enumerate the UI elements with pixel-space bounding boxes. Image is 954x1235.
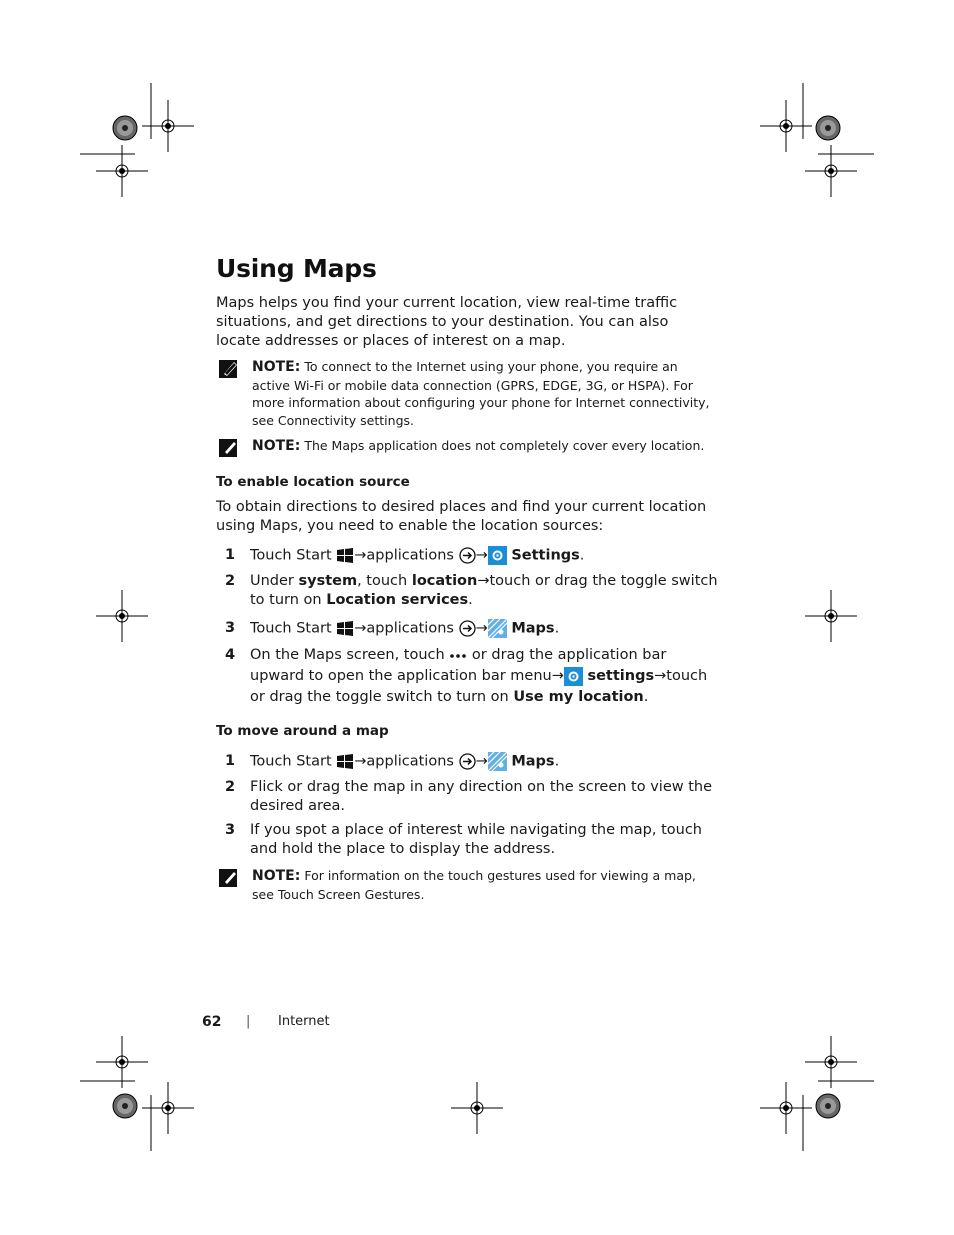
step-text	[250, 645, 718, 708]
note-text	[252, 867, 714, 903]
step-text-part: →	[475, 753, 488, 770]
applications-arrow-icon	[459, 620, 476, 637]
step-text-part: →touch or drag the toggle switch to turn on	[250, 573, 718, 608]
applications-arrow-icon	[459, 753, 476, 770]
step-bold: system	[298, 573, 358, 589]
step-bold: Location services	[326, 592, 469, 608]
windows-start-icon	[336, 620, 354, 638]
pencil-note-icon	[219, 867, 239, 887]
step-text-part: Touch Start	[250, 753, 337, 770]
applications-arrow-icon	[459, 547, 476, 564]
note-label: NOTE:	[252, 868, 301, 884]
footer-section: Internet	[278, 1014, 330, 1029]
maps-app-icon	[488, 619, 507, 638]
step-number: 4	[225, 647, 236, 663]
note-label: NOTE:	[252, 359, 301, 375]
step-text	[250, 619, 718, 639]
step-number: 2	[225, 573, 236, 589]
step-text-part: →applications	[354, 620, 459, 637]
step-text: If you spot a place of interest while navigating the map, touch and hold the place to display the address.	[250, 822, 702, 857]
pencil-note-icon	[219, 437, 239, 457]
section1-intro: To obtain directions to desired places and find your current location using Maps, you need to enable the location sources:	[216, 499, 707, 534]
step-number: 3	[225, 822, 236, 838]
step-number: 2	[225, 779, 236, 795]
settings-gear-icon	[488, 546, 507, 565]
step-text-part: →	[475, 547, 488, 564]
step-text-part: .	[468, 592, 473, 608]
note-body: To connect to the Internet using your phone, you require an active Wi-Fi or mobile data connection (GPRS, EDGE, 3G, or HSPA). For more information about configuring your phone for Internet connectivity, see Connectivity settings.	[252, 359, 710, 428]
list-item	[216, 572, 716, 612]
step-number: 3	[225, 620, 236, 636]
page-title: Using Maps	[216, 254, 377, 283]
step-text-part: .	[554, 620, 560, 637]
windows-start-icon	[336, 547, 354, 565]
list-item	[216, 546, 716, 566]
step-text-part: , touch	[357, 573, 412, 589]
pencil-note-icon	[219, 358, 239, 378]
list-item	[216, 619, 716, 639]
step-text-part: →touch or drag the toggle switch to turn on	[250, 668, 708, 705]
step-number: 1	[225, 547, 236, 563]
note-internet	[216, 358, 716, 430]
windows-start-icon	[336, 753, 354, 771]
step-text-part: Touch Start	[250, 547, 337, 564]
step-text: Flick or drag the map in any direction on the screen to view the desired area.	[250, 779, 713, 814]
note-coverage	[216, 437, 716, 457]
step-text	[250, 572, 718, 610]
note-body: For information on the touch gestures used for viewing a map, see Touch Screen Gestures.	[252, 868, 696, 902]
step-text-part: On the Maps screen, touch	[250, 647, 450, 663]
ellipsis-icon	[449, 650, 467, 660]
step-text	[250, 546, 718, 566]
note-body: The Maps application does not completely cover every location.	[304, 438, 705, 453]
settings-gear-icon	[564, 667, 583, 686]
list-item	[216, 778, 716, 818]
page-number: 62	[202, 1014, 222, 1030]
step-bold: location	[411, 573, 478, 589]
step-text-part: →applications	[354, 753, 459, 770]
step-text-part: Under	[250, 573, 299, 589]
intro-paragraph: Maps helps you find your current location, view real-time traffic situations, and get directions to your destination. You can also locate addresses or places of interest on a map.	[216, 295, 678, 349]
list-item	[216, 752, 716, 772]
step-number: 1	[225, 753, 236, 769]
maps-app-icon	[488, 752, 507, 771]
list-item	[216, 645, 716, 707]
step-bold: Settings	[511, 547, 580, 564]
step-text	[250, 752, 718, 772]
step-text-part: →applications	[354, 547, 459, 564]
note-gestures	[216, 867, 716, 905]
list-item	[216, 821, 716, 861]
footer-separator: |	[246, 1014, 251, 1029]
step-bold: settings	[587, 668, 655, 684]
step-text-part: .	[643, 689, 649, 705]
step-text-part: →	[475, 620, 488, 637]
step-text-part: .	[554, 753, 560, 770]
step-text-part: or drag the application bar upward to open the application bar menu→	[250, 647, 667, 684]
step-bold: Maps	[511, 753, 555, 770]
step-text-part: Touch Start	[250, 620, 337, 637]
note-text	[252, 358, 714, 429]
step-text-part: .	[579, 547, 585, 564]
section-heading-location-source: To enable location source	[216, 474, 410, 490]
step-bold: Maps	[511, 620, 555, 637]
section-heading-move-map: To move around a map	[216, 723, 389, 739]
step-bold: Use my location	[513, 689, 644, 705]
note-label: NOTE:	[252, 438, 301, 454]
note-text	[252, 437, 714, 456]
